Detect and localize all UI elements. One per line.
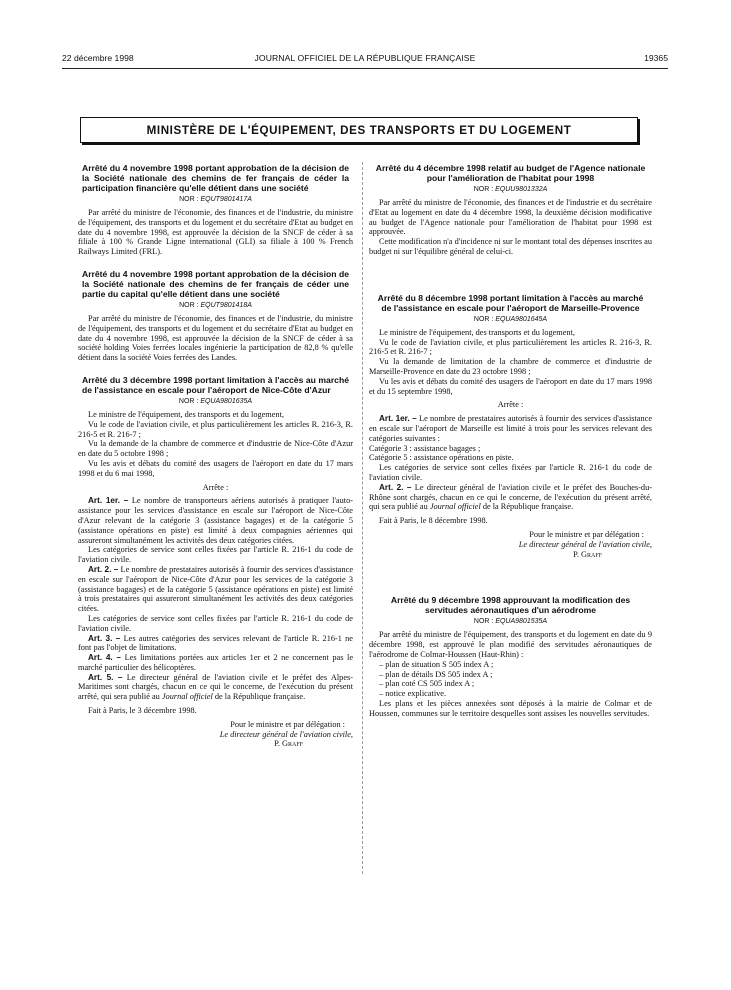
article-label: Art. 1er. – bbox=[88, 496, 129, 506]
arrete-sncf-participation bbox=[78, 163, 353, 257]
nor-label: NOR : bbox=[473, 186, 494, 193]
nor-label: NOR : bbox=[473, 618, 494, 626]
page-header bbox=[62, 53, 668, 67]
article-text: Les limitations portées aux articles 1er et 2 ne concernent pas le marché particulier des hélicoptères. bbox=[78, 653, 353, 672]
signature-block bbox=[369, 530, 652, 559]
nor-code: EQUA9801635A bbox=[200, 397, 253, 405]
section-spacer bbox=[369, 269, 652, 293]
article-2 bbox=[78, 565, 353, 614]
nor-line bbox=[78, 398, 353, 405]
article-label: Art. 2. – bbox=[88, 564, 119, 574]
article-1 bbox=[369, 414, 652, 443]
article-1-note: Les catégories de service sont celles fixées par l'article R. 216-1 du code de l'aviation civile. bbox=[369, 463, 652, 482]
arrete-body: Par arrêté du ministre de l'économie, des finances et de l'industrie, du ministre de l'équipement, des transports et du logement et du secrétaire d'Etat au budget en date du 4 novembre 1998, est approuvée la décision de la SNCF de céder à sa filiale à 100 % Grande Ligne international (GLI) sa filiale à 100 % French Railways Limited (FRL). bbox=[78, 208, 353, 257]
fait-a-paris: Fait à Paris, le 3 décembre 1998. bbox=[88, 706, 197, 716]
arrete-body: Par arrêté du ministre de l'économie, des finances et de l'industrie et du secrétaire d'Etat au logement en date du 4 décembre 1998, la deuxième décision modificative au budget de l'Agence nationale pour l'amélioration de l'habitat pour 1998 est approuvée. bbox=[369, 198, 652, 237]
nor-line bbox=[369, 186, 652, 193]
arrete-title: Arrêté du 8 décembre 1998 portant limitation à l'accès au marché de l'assistance en escale pour l'aéroport de Marseille-Provence bbox=[377, 292, 644, 313]
nor-code: EQUT9801417A bbox=[200, 196, 252, 203]
right-column bbox=[369, 163, 652, 730]
journal-officiel-ref: Journal officiel bbox=[429, 502, 481, 512]
minister-line: Le ministre de l'équipement, des transports et du logement, bbox=[88, 409, 284, 419]
article-1-note: Les catégories de service sont celles fixées par l'article R. 216-1 du code de l'aviation civile. bbox=[78, 545, 353, 565]
arrete-body: Par arrêté du ministre de l'équipement, des transports et du logement en date du 9 décembre 1998, est approuvé le plan modifié des servitudes aéronautiques de l'aérodrome de Colmar-Houssen (Haut-Rhin) : bbox=[369, 630, 652, 659]
visa: Vu le code de l'aviation civile, et plus particulièrement les articles R. 216-3, R. 216-5 et R. 216-7 ; bbox=[78, 419, 353, 439]
visa: Vu la demande de la chambre de commerce et d'industrie de Nice-Côte d'Azur en date du 5 octobre 1998 ; bbox=[78, 439, 353, 459]
article-3 bbox=[78, 634, 353, 654]
signature-name: P. Graff bbox=[573, 549, 602, 559]
nor-code: EQUA9801645A bbox=[495, 315, 548, 323]
column-divider bbox=[362, 162, 363, 874]
arrete-body-2: Cette modification n'a d'incidence ni sur le montant total des dépenses inscrites au budget ni sur l'équilibre général de celui-ci. bbox=[369, 237, 652, 256]
arrete-colmar-servitudes bbox=[369, 595, 652, 718]
arrete-title: Arrêté du 4 novembre 1998 portant approbation de la décision de la Société nationale des chemins de fer français de céder une partie du capital qu'elle détient dans une société bbox=[82, 268, 349, 299]
article-text: Le directeur général de l'aviation civile et le préfet des Bouches-du-Rhône sont chargés, chacun en ce qui le concerne, de l'exécution du présent arrêté, qui sera publié au bbox=[369, 482, 652, 512]
article-text: Le nombre de prestataires autorisés à fournir des services d'assistance en escale sur l'aéroport de Nice-Côte d'Azur pour les services de la catégorie 3 (assistance bagages) et de la catégorie 5 (assistance opérations en piste) est limité à trois prestataires qui assureront simultanément les activités des deux catégories citées. bbox=[78, 564, 353, 614]
nor-line bbox=[78, 196, 353, 203]
nor-code: EQUT9801418A bbox=[200, 301, 252, 309]
article-label: Art. 2. – bbox=[379, 482, 412, 492]
plan-list-item: – plan de situation S 505 index A ; bbox=[379, 659, 494, 669]
visa: Vu les avis et débats du comité des usagers de l'aéroport en date du 17 mars 1998 et du 6 mai 1998, bbox=[78, 458, 353, 478]
plan-list-item: – plan de détails DS 505 index A ; bbox=[379, 669, 493, 679]
signature-name: P. Graff bbox=[274, 739, 303, 749]
article-text: Le directeur général de l'aviation civile et le préfet des Alpes-Maritimes sont chargés, chacun en ce qui le concerne, de l'exécution du présent arrêté, qui sera publié au bbox=[78, 672, 353, 702]
signature-delegation: Pour le ministre et par délégation : bbox=[529, 529, 644, 539]
header-rule bbox=[62, 68, 668, 69]
signature-block bbox=[78, 720, 353, 749]
nor-line bbox=[369, 316, 652, 323]
article-text-end: de la République française. bbox=[212, 692, 306, 702]
article-label: Art. 4. – bbox=[88, 653, 121, 663]
signature-delegation: Pour le ministre et par délégation : bbox=[230, 719, 345, 729]
nor-label: NOR : bbox=[179, 196, 199, 203]
visa: Vu la demande de limitation de la chambre de commerce et d'industrie de Marseille-Provence en date du 23 octobre 1998 ; bbox=[369, 357, 652, 376]
visa: Vu les avis et débats du comité des usagers de l'aéroport en date du 17 mars 1998 et du 15 septembre 1998, bbox=[369, 376, 652, 396]
arrete-title: Arrêté du 4 novembre 1998 portant approbation de la décision de la Société nationale des chemins de fer français de céder la participation financière qu'elle détient dans une société bbox=[82, 163, 349, 193]
journal-title: JOURNAL OFFICIEL DE LA RÉPUBLIQUE FRANÇAISE bbox=[254, 53, 476, 63]
arrete-marseille-assistance bbox=[369, 293, 652, 560]
nor-label: NOR : bbox=[178, 397, 199, 405]
section-spacer bbox=[369, 571, 652, 595]
nor-line bbox=[369, 618, 652, 625]
journal-officiel-ref: Journal officiel bbox=[161, 692, 213, 702]
left-column bbox=[78, 163, 353, 761]
arrete-title: Arrêté du 9 décembre 1998 approuvant la modification des servitudes aéronautiques d'un aérodrome bbox=[390, 595, 631, 616]
arrete-body-2: Les plans et les pièces annexées sont déposés à la mairie de Colmar et de Houssen, communes sur le territoire desquelles sont assises les nouvelles servitudes. bbox=[369, 698, 652, 718]
arrete-body: Par arrêté du ministre de l'économie, des finances et de l'industrie, du ministre de l'équipement, des transports et du logement et du secrétaire d'Etat au budget en date du 4 novembre 1998, est approuvée la décision de la SNCF de céder à sa société holding Voies ferrées locales ingénierie la participation de 82,8 % qu'elle détient dans la société Voies ferrées des Landes. bbox=[78, 313, 353, 363]
article-2 bbox=[369, 483, 652, 512]
minister-line: Le ministre de l'équipement, des transports et du logement, bbox=[379, 327, 575, 337]
article-text-end: de la République française. bbox=[480, 502, 574, 512]
arrete-title: Arrêté du 4 décembre 1998 relatif au budget de l'Agence nationale pour l'amélioration de l'habitat pour 1998 bbox=[375, 163, 646, 183]
page-number: 19365 bbox=[644, 53, 668, 63]
visa: Vu le code de l'aviation civile, et plus particulièrement les articles R. 216-3, R. 216-5 et R. 216-7 ; bbox=[369, 337, 652, 357]
nor-line bbox=[78, 302, 353, 309]
article-label: Art. 3. – bbox=[88, 633, 121, 643]
nor-code: EQUU9801332A bbox=[495, 186, 548, 193]
arrete-sncf-capital bbox=[78, 269, 353, 363]
article-4 bbox=[78, 653, 353, 673]
article-text: Les autres catégories des services relevant de l'article R. 216-1 ne font pas l'objet de limitations. bbox=[78, 633, 353, 653]
arrete-verb: Arrête : bbox=[497, 400, 524, 410]
article-2-note: Les catégories de service sont celles fixées par l'article R. 216-1 du code de l'aviation civile. bbox=[78, 613, 353, 633]
arrete-title: Arrêté du 3 décembre 1998 portant limitation à l'accès au marché de l'assistance en escale pour l'aéroport de Nice-Côte d'Azur bbox=[82, 374, 349, 395]
signature-role: Le directeur général de l'aviation civile, bbox=[518, 539, 652, 549]
category-5: Catégorie 5 : assistance opérations en piste. bbox=[369, 453, 514, 463]
fait-a-paris: Fait à Paris, le 8 décembre 1998. bbox=[379, 516, 488, 526]
article-label: Art. 5. – bbox=[88, 672, 123, 682]
arrete-anah-budget bbox=[369, 163, 652, 257]
article-label: Art. 1er. – bbox=[379, 414, 417, 424]
article-1 bbox=[78, 496, 353, 545]
nor-label: NOR : bbox=[179, 301, 199, 309]
arrete-verb: Arrête : bbox=[202, 482, 229, 492]
ministry-heading: MINISTÈRE DE L'ÉQUIPEMENT, DES TRANSPORTS ET DU LOGEMENT bbox=[80, 117, 638, 143]
category-3: Catégorie 3 : assistance bagages ; bbox=[369, 443, 481, 453]
article-5 bbox=[78, 673, 353, 702]
article-text: Le nombre de prestataires autorisés à fournir des services d'assistance en escale sur l'aéroport de Marseille est limité à trois pour les services relevant des catégories suivantes : bbox=[369, 414, 653, 443]
issue-date: 22 décembre 1998 bbox=[62, 53, 134, 63]
nor-code: EQUA9801535A bbox=[495, 618, 548, 626]
arrete-nice-assistance bbox=[78, 375, 353, 749]
nor-label: NOR : bbox=[473, 315, 494, 323]
signature-role: Le directeur général de l'aviation civile, bbox=[219, 729, 353, 739]
plan-list-item: – notice explicative. bbox=[379, 689, 447, 699]
article-text: Le nombre de transporteurs aériens autorisés à pratiquer l'auto-assistance pour les services d'assistance en escale sur l'aéroport de Nice-Côte d'Azur relevant de la catégorie 3 (assistance bagages) et de la catégorie 5 (assistance opérations en piste) est limité à deux compagnies aériennes qui assureront simultanément les activités des deux catégories citées. bbox=[78, 496, 353, 545]
plan-list-item: – plan coté CS 505 index A ; bbox=[379, 679, 475, 689]
